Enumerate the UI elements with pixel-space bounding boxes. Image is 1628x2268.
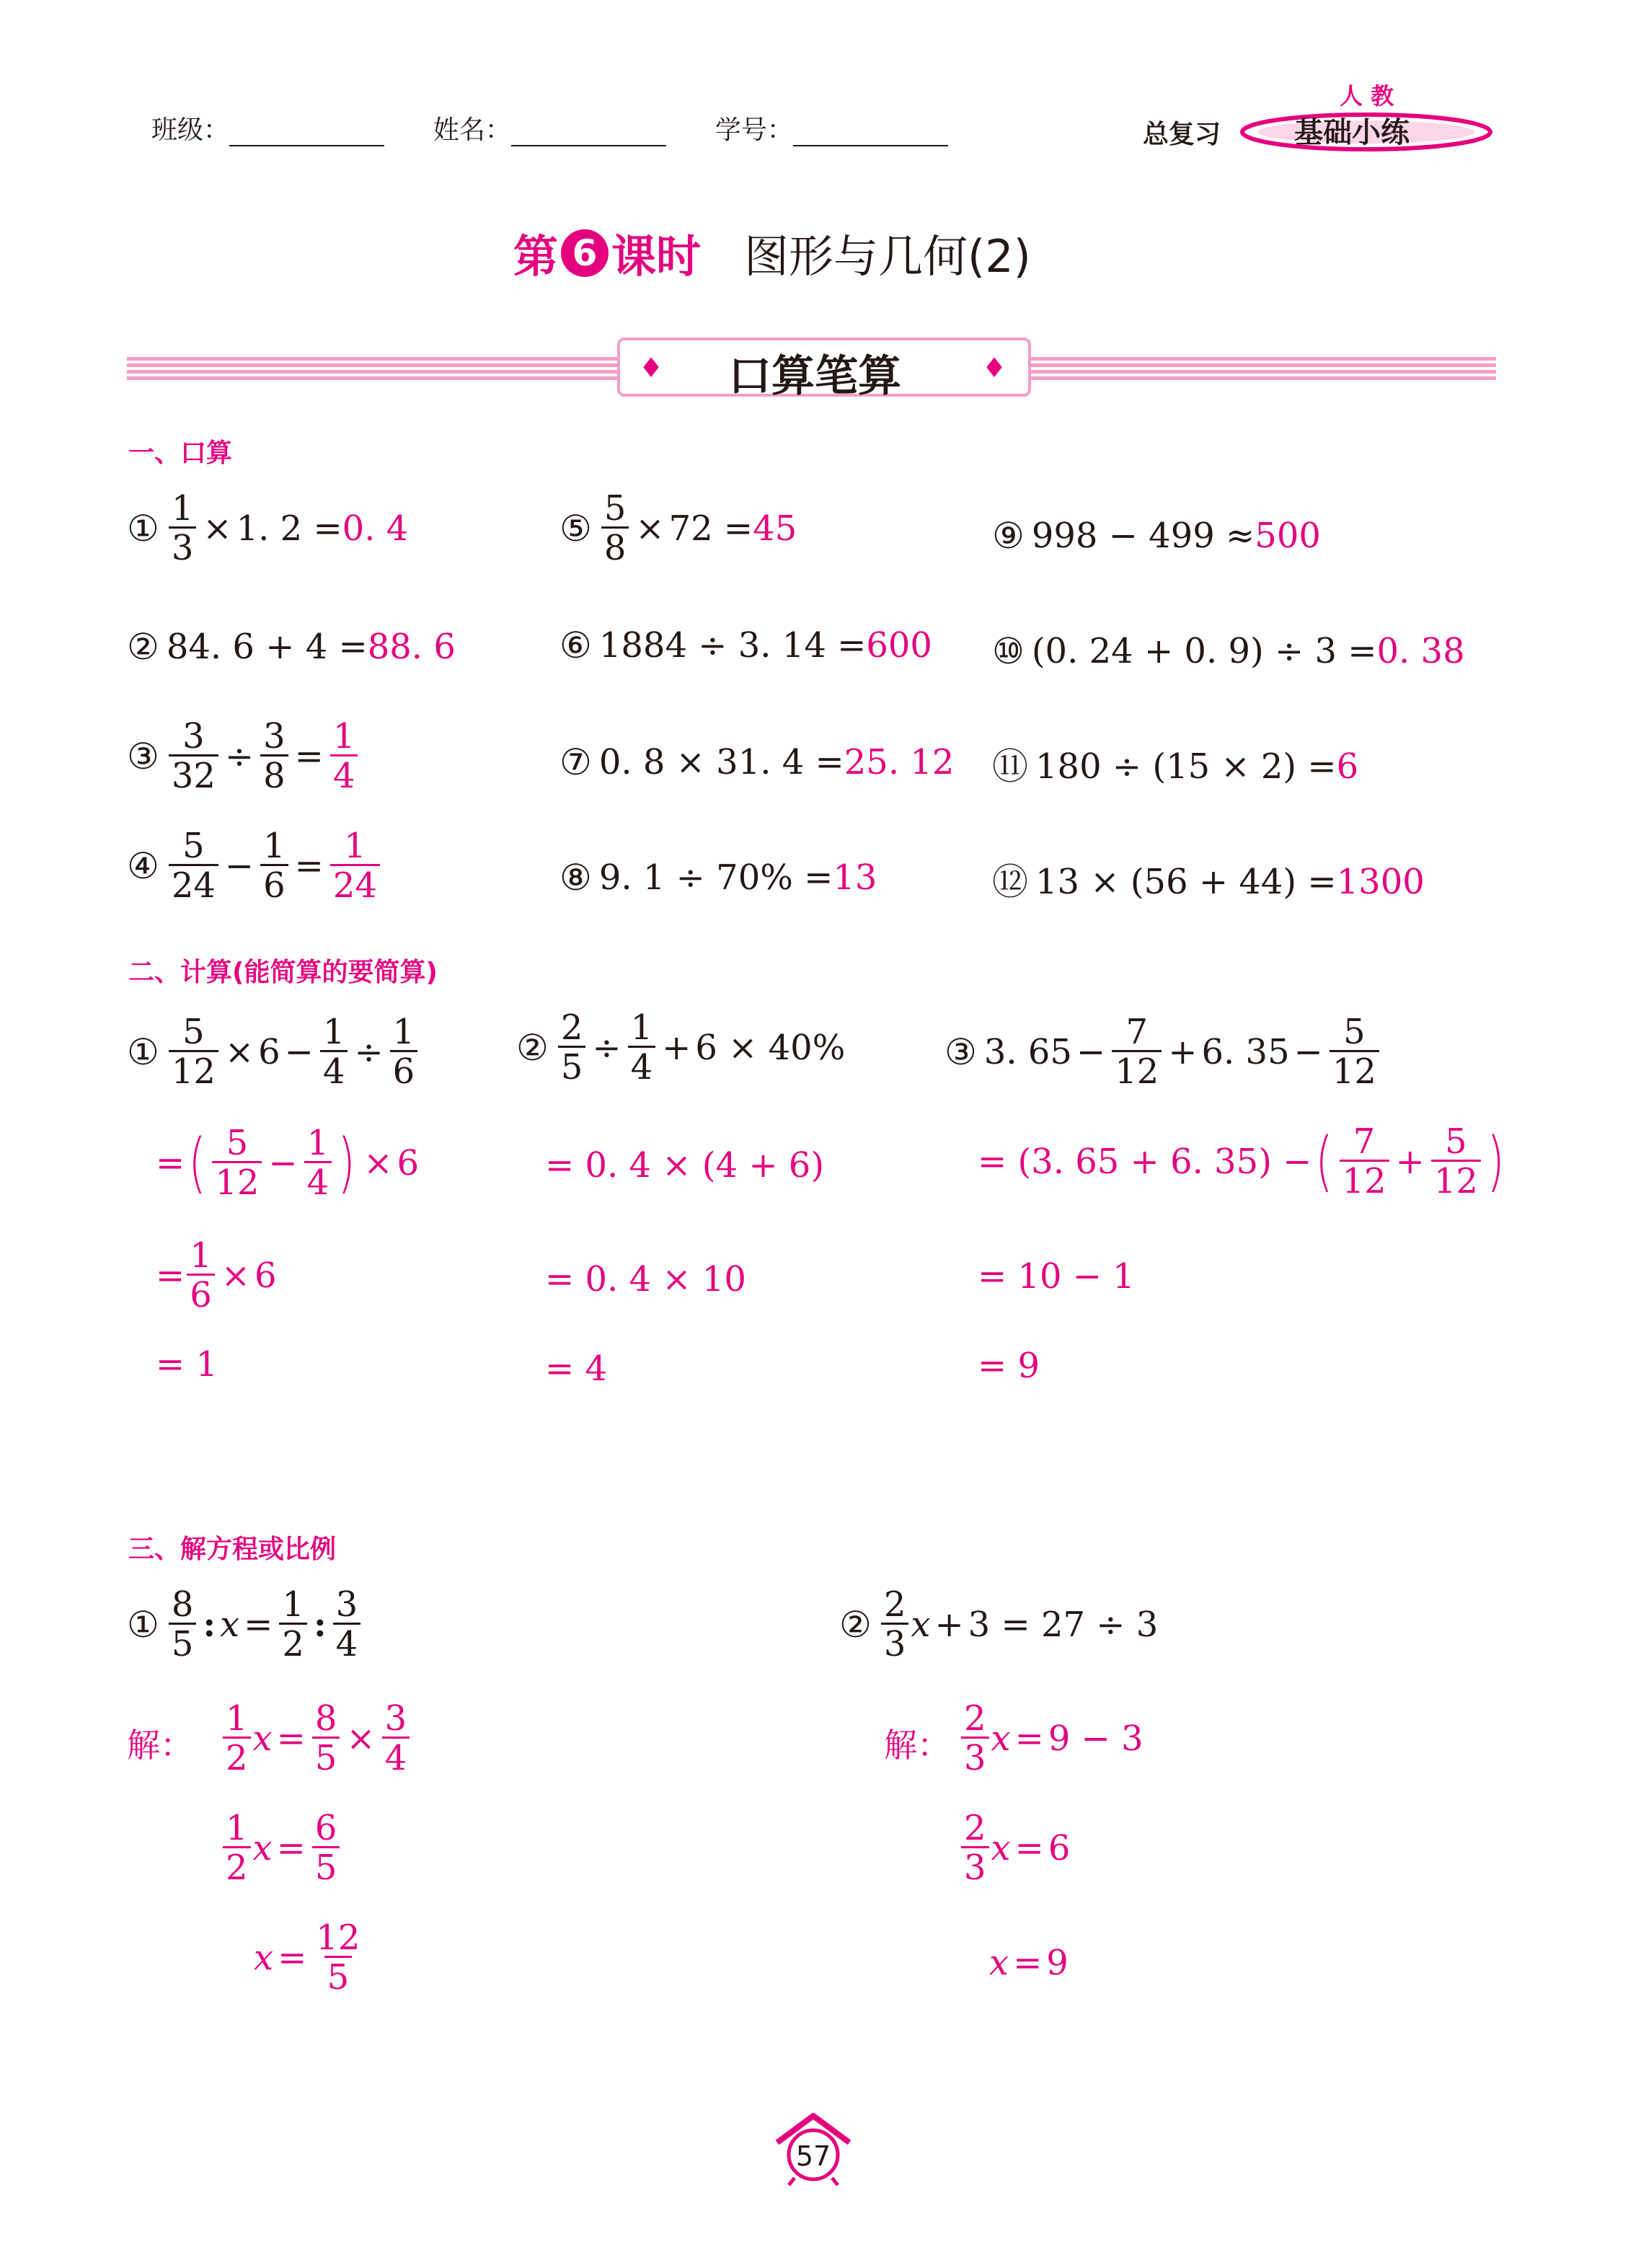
lesson-title	[513, 221, 1031, 285]
calc-3-step-1: = (3. 65 + 6. 35) − ( $\frac{7}{12}$ + $\frac{5}{12}$ )	[978, 1121, 1505, 1202]
oral-item-6: ⑥ 1884 ÷ 3. 14 = 600	[559, 625, 932, 666]
answer: 88. 6	[367, 627, 456, 667]
lesson-prefix: 第	[513, 230, 559, 283]
answer: 0. 4	[342, 508, 409, 549]
calc-problem-1: ① $\frac{5}{12}$ × 6 − $\frac{1}{4}$ ÷ $\frac{1}{6}$	[127, 1014, 420, 1090]
calc-problem-2: ② $\frac{2}{5}$ ÷ $\frac{1}{4}$ + 6 × 40%	[516, 1007, 846, 1088]
name-field[interactable]	[511, 116, 666, 146]
answer: 600	[866, 625, 932, 666]
calc-3-step-2: = 10 − 1	[978, 1256, 1135, 1297]
answer: 6	[1336, 746, 1359, 787]
banner-line-right	[1031, 357, 1496, 381]
answer: 0. 38	[1376, 631, 1465, 671]
series-top-label: 人 教	[1340, 82, 1394, 110]
calc-1-step-1: = ( $\frac{5}{12}$ − $\frac{1}{4}$ ) × 6	[156, 1123, 420, 1204]
section2-title: 二、计算(能简算的要简算)	[128, 958, 438, 987]
calc-problem-3: ③ 3. 65 − $\frac{7}{12}$ + 6. 35 − $\frac{5}{12}$	[944, 1014, 1381, 1090]
section3-title: 三、解方程或比例	[128, 1535, 337, 1564]
lesson-topic: 图形与几何(2)	[744, 230, 1031, 283]
banner-title: 口算笔算	[728, 351, 901, 402]
series-name: 基础小练	[1294, 116, 1410, 149]
banner-diamond-right: ♦	[982, 352, 1007, 384]
eq-2-step-2: $\frac{2}{3}$ x = 6	[959, 1810, 1070, 1887]
oral-item-7: ⑦ 0. 8 × 31. 4 = 25. 12	[559, 741, 955, 783]
answer: 25. 12	[844, 742, 955, 782]
lesson-suffix: 课时	[611, 230, 702, 283]
eq-2-step-1: $\frac{2}{3}$ x = 9 − 3	[959, 1700, 1143, 1777]
equation-problem-1: ① $\frac{8}{5}$ : x = $\frac{1}{2}$ : $\frac{3}{4}$	[127, 1587, 363, 1663]
answer: $\frac{1}{24}$	[330, 828, 380, 904]
eq-1-step-3: x = $\frac{12}{5}$	[254, 1918, 360, 1998]
oral-item-3: ③ $\frac{3}{32}$ ÷ $\frac{3}{8}$ = $\frac{1}{4}$	[127, 718, 360, 795]
answer: 500	[1255, 516, 1321, 556]
oral-item-4: ④ $\frac{5}{24}$ − $\frac{1}{6}$ = $\frac{1}{24}$	[127, 828, 382, 904]
section1-title: 一、口算	[128, 438, 233, 468]
oral-item-1: ① $\frac{1}{3}$ × 1. 2 = 0. 4	[127, 488, 409, 569]
oral-item-5: ⑤ $\frac{5}{8}$ × 72 = 45	[559, 488, 797, 569]
calc-2-step-2: = 0. 4 × 10	[545, 1259, 746, 1300]
oral-item-8: ⑧ 9. 1 ÷ 70% = 13	[559, 857, 877, 899]
answer: $\frac{1}{4}$	[330, 718, 358, 795]
page-number: 57	[795, 2140, 831, 2172]
eq-2-step-3: x = 9	[989, 1943, 1069, 1983]
calc-3-step-3: = 9	[978, 1346, 1040, 1386]
calc-2-step-1: = 0. 4 × (4 + 6)	[545, 1145, 825, 1186]
banner-diamond-left: ♦	[639, 352, 664, 384]
oral-item-2: ② 84. 6 + 4 = 88. 6	[127, 626, 456, 668]
equation-problem-2: ② $\frac{2}{3}$ x + 3 = 27 ÷ 3	[839, 1584, 1159, 1665]
eq-1-step-1: $\frac{1}{2}$ x = $\frac{8}{5}$ × $\frac{3}{4}$	[221, 1700, 412, 1777]
review-label: 总复习	[1143, 120, 1221, 149]
eq-1-step-2: $\frac{1}{2}$ x = $\frac{6}{5}$	[221, 1810, 342, 1887]
student-info-bar	[151, 110, 948, 146]
solve-label-2: 解：	[884, 1726, 950, 1765]
oral-item-9: ⑨ 998 − 499 ≈ 500	[992, 515, 1321, 557]
id-field[interactable]	[793, 116, 948, 146]
oral-item-10: ⑩ (0. 24 + 0. 9) ÷ 3 = 0. 38	[992, 630, 1465, 672]
lesson-number-badge: 6	[561, 229, 609, 277]
answer: 13	[833, 857, 877, 898]
oral-item-12: ⑫ 13 × (56 + 44) = 1300	[992, 861, 1425, 903]
class-field[interactable]	[229, 116, 384, 146]
answer: 1300	[1336, 862, 1425, 902]
answer: 45	[753, 508, 797, 549]
banner-line-left	[127, 357, 617, 381]
calc-1-step-3: = 1	[156, 1344, 218, 1385]
id-label: 学号：	[715, 115, 793, 145]
calc-2-step-3: = 4	[545, 1349, 608, 1389]
oral-item-11: ⑪ 180 ÷ (15 × 2) = 6	[992, 746, 1359, 787]
calc-1-step-2: = $\frac{1}{6}$ × 6	[156, 1235, 277, 1316]
name-label: 姓名：	[433, 115, 511, 145]
class-label: 班级：	[151, 115, 230, 145]
solve-label-1: 解：	[127, 1726, 193, 1765]
